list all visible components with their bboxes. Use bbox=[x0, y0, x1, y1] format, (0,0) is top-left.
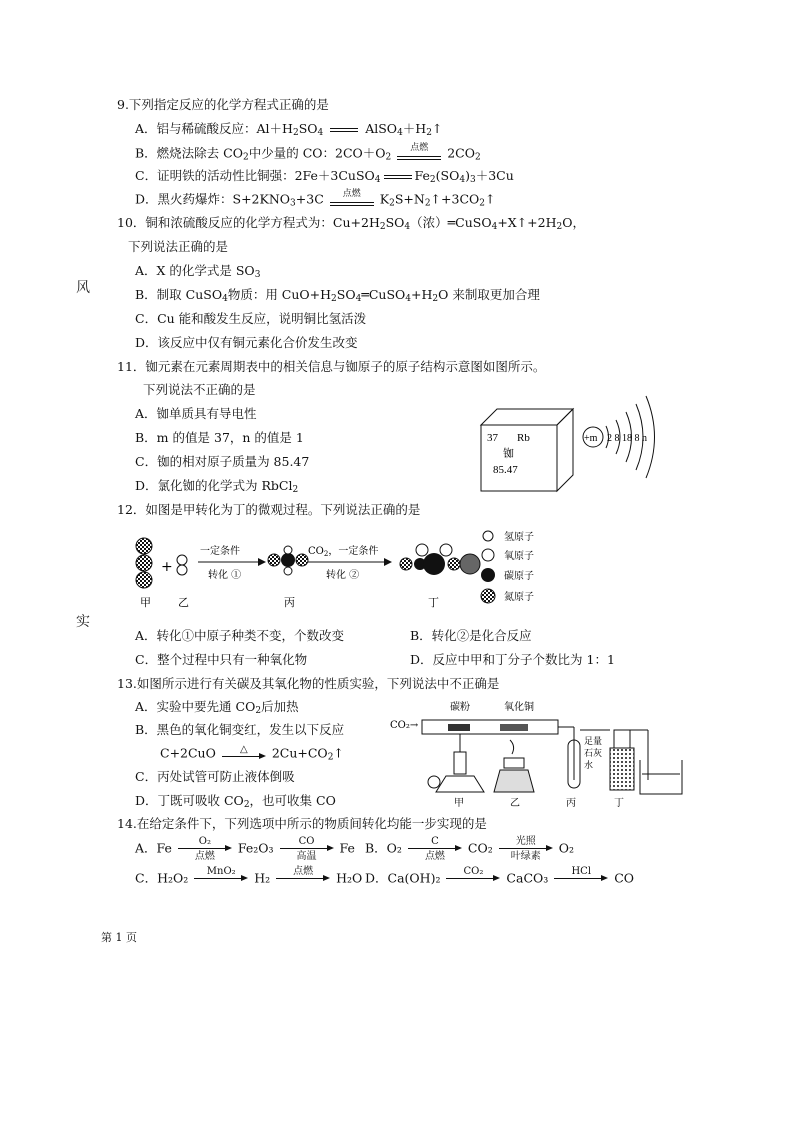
cell-name: 铷 bbox=[503, 447, 514, 460]
legend-o: 氧原子 bbox=[504, 551, 534, 562]
q13-equation: C+2CuO △ $2Cu+CO_2↑$ bbox=[160, 744, 344, 763]
bottom-label-ding: 丁 bbox=[614, 798, 624, 808]
top-label-cuo: 氧化铜 bbox=[504, 702, 534, 713]
q10-option-a: A．X 的化学式是 $SO_3$ bbox=[135, 263, 261, 280]
q10-sub: 下列说法正确的是 bbox=[128, 239, 229, 254]
bottom-label-yi: 乙 bbox=[510, 798, 520, 808]
q13-option-c: C．丙处试管可防止液体倒吸 bbox=[135, 769, 295, 784]
q10-stem: 10．铜和浓硫酸反应的化学方程式为：$Cu+2H_2SO_4$（浓）$═CuSO_4+X↑+2H_2O$， bbox=[117, 215, 585, 232]
q12-plus: + bbox=[161, 559, 173, 575]
cell-number: 37 bbox=[487, 432, 498, 444]
cell-mass: 85.47 bbox=[493, 464, 518, 476]
q11-option-d: D．氯化铷的化学式为 RbCl$_2$ bbox=[135, 478, 299, 495]
q12-arrow2-top: $CO_2$，一定条件 bbox=[308, 546, 379, 558]
q12-stem: 12．如图是甲转化为丁的微观过程。下列说法正确的是 bbox=[117, 502, 421, 517]
q13-option-a: A．实验中要先通 $CO_2$后加热 bbox=[135, 699, 299, 716]
bottom-label-bing: 丙 bbox=[566, 798, 576, 808]
page-footer: 第 1 页 bbox=[101, 931, 137, 944]
q9-stem: 9.下列指定反应的化学方程式正确的是 bbox=[117, 97, 329, 112]
right-label-3: 水 bbox=[584, 761, 594, 771]
q11-sub: 下列说法不正确的是 bbox=[143, 382, 256, 397]
q14-option-a: A．Fe O₂ 点燃 Fe₂O₃ CO 高温 Fe bbox=[135, 836, 355, 862]
q9-option-a: A．铝与稀硫酸反应：$Al+H_2SO_4$ $AlSO_4+H_2↑$ bbox=[135, 121, 443, 138]
q13-option-d: D．丁既可吸收 $CO_2$，也可收集 CO bbox=[135, 793, 336, 810]
q12-option-b: B．转化②是化合反应 bbox=[410, 628, 532, 643]
q13-option-b: B．黑色的氧化铜变红，发生以下反应 bbox=[135, 722, 345, 737]
q9-option-d: D．黑火药爆炸：$S+2KNO_3+3C$ 点燃 $K_2S+N_2↑+3CO_2↑$ bbox=[135, 189, 496, 209]
periodic-cell-figure bbox=[477, 405, 577, 495]
q10-option-d: D．该反应中仅有铜元素化合价发生改变 bbox=[135, 335, 358, 350]
margin-char-top: 风 bbox=[76, 280, 90, 296]
q14-stem: 14.在给定条件下，下列选项中所示的物质间转化均能一步实现的是 bbox=[117, 816, 487, 831]
q12-option-c: C．整个过程中只有一种氧化物 bbox=[135, 652, 308, 667]
q14-option-c: C．H₂O₂ MnO₂ H₂ 点燃 H₂O bbox=[135, 866, 363, 886]
cell-symbol: Rb bbox=[517, 432, 530, 444]
label-jia: 甲 bbox=[140, 596, 151, 609]
right-label-1: 足量 bbox=[584, 737, 603, 747]
q11-option-b: B．m 的值是 37，n 的值是 1 bbox=[135, 430, 304, 445]
q11-stem: 11．铷元素在元素周期表中的相关信息与铷原子的原子结构示意图如图所示。 bbox=[117, 359, 546, 374]
inlet-label: CO₂→ bbox=[390, 720, 419, 731]
q12-micro-process-figure bbox=[128, 528, 548, 616]
label-bing: 丙 bbox=[284, 596, 295, 609]
q9-option-c: C．证明铁的活动性比铜强：2Fe＋3CuSO$_4$ $Fe_2(SO_4)_3+3Cu$ bbox=[135, 168, 514, 185]
q10-option-b: B．制取 CuSO$_4$物质：用 $CuO+H_2SO_4═CuSO_4+H_2O$ 来制取更加合理 bbox=[135, 287, 540, 304]
q11-option-a: A．铷单质具有导电性 bbox=[135, 406, 257, 421]
bottom-label-jia: 甲 bbox=[454, 798, 464, 808]
right-label-2: 石灰 bbox=[584, 749, 603, 759]
label-ding: 丁 bbox=[428, 596, 439, 609]
atom-structure-figure bbox=[580, 388, 670, 488]
q13-stem: 13.如图所示进行有关碳及其氧化物的性质实验，下列说法中不正确是 bbox=[117, 676, 500, 691]
q14-option-d: D．Ca(OH)₂ CO₂ CaCO₃ HCl CO bbox=[365, 866, 635, 886]
margin-char-bottom: 实 bbox=[76, 614, 90, 630]
q12-option-d: D．反应中甲和丁分子个数比为 1：1 bbox=[410, 652, 615, 667]
q12-option-a: A．转化①中原子种类不变，个数改变 bbox=[135, 628, 345, 643]
q13-apparatus-figure bbox=[388, 700, 688, 808]
top-label-carbon: 碳粉 bbox=[450, 702, 470, 713]
q14-option-b: B．O₂ C 点燃 CO₂ 光照 叶绿素 O₂ bbox=[365, 836, 574, 862]
q10-option-c: C．Cu 能和酸发生反应，说明铜比氢活泼 bbox=[135, 311, 367, 326]
q9-option-b: B．燃烧法除去 $CO_2$中少量的 CO：$2CO+O_2$ 点燃 $2CO_2$ bbox=[135, 143, 481, 163]
atom-shells: 2 8 18 8 n bbox=[607, 433, 647, 444]
legend-h: 氢原子 bbox=[504, 532, 534, 543]
q11-option-c: C．铷的相对原子质量为 85.47 bbox=[135, 454, 310, 469]
q12-arrow2-bottom: 转化 ② bbox=[326, 570, 360, 581]
label-yi: 乙 bbox=[178, 596, 189, 609]
q12-arrow1-top: 一定条件 bbox=[200, 546, 240, 557]
atom-nucleus: +m bbox=[584, 433, 598, 444]
q12-arrow1-bottom: 转化 ① bbox=[208, 570, 242, 581]
legend-n: 氮原子 bbox=[504, 592, 534, 603]
legend-c: 碳原子 bbox=[504, 571, 534, 582]
